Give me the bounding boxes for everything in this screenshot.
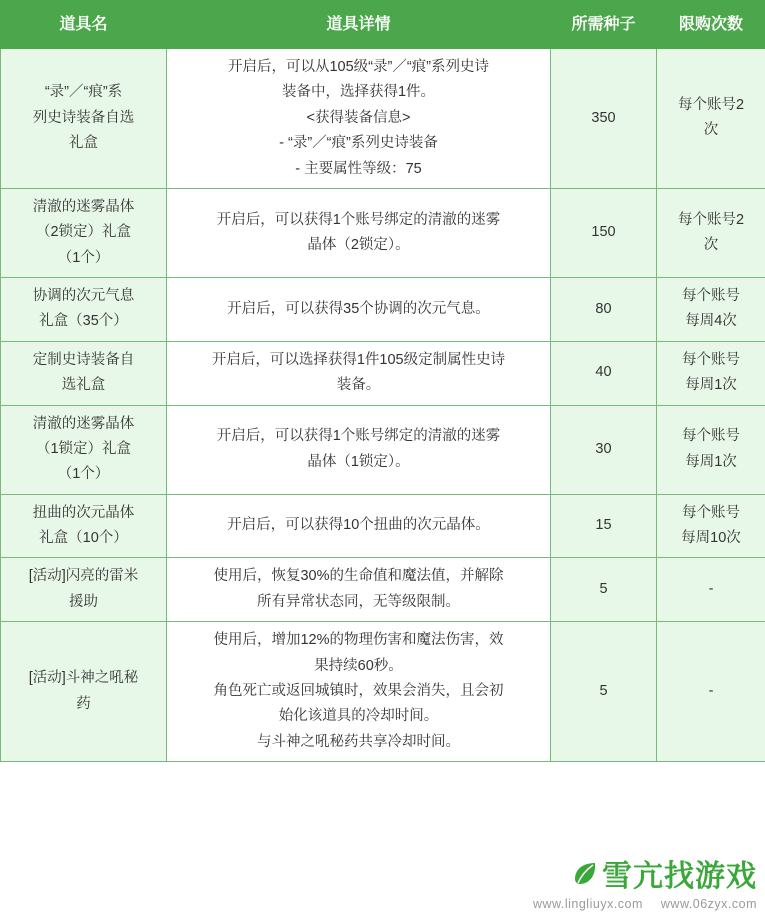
purchase-limit-line: 每个账号2	[677, 211, 745, 228]
cell-item-name	[1, 558, 167, 622]
cell-item-detail	[167, 622, 551, 762]
cell-seed-cost: 350	[551, 49, 657, 189]
purchase-limit-line: 每周4次	[685, 313, 737, 330]
cell-item-detail	[167, 188, 551, 277]
cell-seed-cost: 5	[551, 558, 657, 622]
item-name-line: 清澈的迷雾晶体	[32, 198, 135, 215]
table-row	[1, 188, 765, 277]
table-row	[1, 49, 765, 189]
cell-seed-cost: 40	[551, 341, 657, 405]
column-header-purchase-limit: 限购次数	[657, 1, 765, 49]
cell-seed-cost: 80	[551, 278, 657, 342]
watermark-sites	[519, 897, 757, 911]
cell-item-name	[1, 49, 167, 189]
item-detail-line: 装备。	[336, 377, 381, 394]
cell-item-detail	[167, 278, 551, 342]
item-detail-line: 晶体（1锁定）。	[307, 453, 410, 470]
item-detail-line: 开启后，可以获得1个账号绑定的清澈的迷雾	[216, 211, 501, 228]
purchase-limit-line: 每周1次	[685, 453, 737, 470]
cell-item-name	[1, 622, 167, 762]
purchase-limit-line: 每周10次	[681, 530, 741, 546]
cell-purchase-limit	[657, 188, 765, 277]
cell-purchase-limit	[657, 622, 765, 762]
item-name-line: 列史诗装备自选	[32, 109, 135, 126]
item-detail-line: 使用后，增加12%的物理伤害和魔法伤害，效	[213, 632, 504, 649]
column-header-item-detail: 道具详情	[167, 1, 551, 49]
item-name-line: [活动]斗神之吼秘	[28, 670, 139, 687]
purchase-limit-line: 每个账号	[682, 428, 740, 445]
cell-item-name	[1, 278, 167, 342]
item-detail-line: 开启后，可以从105级“录”／“痕”系列史诗	[227, 59, 489, 75]
item-detail-line: <获得装备信息>	[306, 109, 411, 126]
item-detail-line: - “录”／“痕”系列史诗装备	[279, 135, 438, 152]
item-detail-line: 开启后，可以获得35个协调的次元气息。	[227, 300, 490, 317]
cell-seed-cost: 30	[551, 405, 657, 494]
item-detail-line: 晶体（2锁定）。	[307, 236, 410, 253]
item-name-line: 选礼盒	[61, 377, 106, 394]
purchase-limit-line: 每周1次	[685, 377, 737, 394]
item-name-line: 药	[76, 695, 91, 712]
cell-item-detail	[167, 405, 551, 494]
cell-seed-cost: 150	[551, 188, 657, 277]
table-row	[1, 558, 765, 622]
table-row	[1, 405, 765, 494]
cell-purchase-limit	[657, 341, 765, 405]
watermark-text: 雪亢找游戏	[602, 860, 757, 893]
item-name-line: 定制史诗装备自	[32, 351, 135, 368]
cell-purchase-limit	[657, 278, 765, 342]
purchase-limit-line: 每个账号	[682, 504, 740, 521]
column-header-seed-cost: 所需种子	[551, 1, 657, 49]
cell-seed-cost: 15	[551, 494, 657, 558]
purchase-limit-line: -	[708, 682, 714, 699]
item-detail-line: 开启后，可以获得10个扭曲的次元晶体。	[227, 517, 490, 534]
table-header	[1, 1, 765, 49]
item-detail-line: 装备中，选择获得1件。	[281, 84, 436, 101]
purchase-limit-line: 每个账号2	[677, 97, 745, 114]
table-row	[1, 622, 765, 762]
column-header-item-name: 道具名	[1, 1, 167, 49]
item-detail-line: 所有异常状态同，无等级限制。	[257, 593, 460, 610]
watermark-site-1: www.lingliuyx.com	[532, 897, 643, 911]
item-name-line: 援助	[69, 593, 98, 610]
leaf-icon	[572, 860, 598, 886]
item-name-line: [活动]闪亮的雷米	[28, 568, 139, 585]
purchase-limit-line: 次	[703, 236, 719, 253]
table-row	[1, 494, 765, 558]
cell-purchase-limit	[657, 558, 765, 622]
item-detail-line: 角色死亡或返回城镇时，效果会消失，且会初	[213, 682, 504, 699]
item-detail-line: 开启后，可以选择获得1件105级定制属性史诗	[211, 351, 506, 368]
table-body	[1, 49, 765, 762]
item-name-line: 礼盒（10个）	[39, 530, 128, 546]
cell-seed-cost: 5	[551, 622, 657, 762]
item-name-line: 协调的次元气息	[32, 288, 135, 304]
table-header-row	[1, 1, 765, 49]
purchase-limit-line: -	[708, 581, 714, 598]
cell-item-name	[1, 341, 167, 405]
item-name-line: （1个）	[57, 466, 110, 483]
watermark-brand	[519, 851, 757, 895]
cell-item-detail	[167, 341, 551, 405]
cell-item-name	[1, 188, 167, 277]
purchase-limit-line: 次	[703, 122, 719, 139]
item-name-line: 清澈的迷雾晶体	[32, 415, 135, 432]
item-detail-line: 始化该道具的冷却时间。	[278, 708, 439, 725]
item-name-line: 礼盒	[69, 135, 98, 152]
item-name-line: （1个）	[57, 249, 110, 266]
cell-purchase-limit	[657, 494, 765, 558]
watermark-site-2: www.06zyx.com	[660, 897, 757, 911]
item-name-line: 扭曲的次元晶体	[32, 504, 135, 521]
item-detail-line: - 主要属性等级：75	[295, 160, 422, 177]
item-detail-line: 开启后，可以获得1个账号绑定的清澈的迷雾	[216, 428, 501, 445]
item-name-line: 礼盒（35个）	[39, 313, 128, 330]
cell-item-detail	[167, 558, 551, 622]
item-name-line: （2锁定）礼盒	[35, 224, 132, 241]
table-row	[1, 278, 765, 342]
item-name-line: “录”／“痕”系	[44, 84, 123, 101]
purchase-limit-line: 每个账号	[682, 351, 740, 368]
cell-item-detail	[167, 494, 551, 558]
cell-item-name	[1, 494, 167, 558]
item-detail-line: 使用后，恢复30%的生命值和魔法值，并解除	[213, 568, 504, 585]
item-name-line: （1锁定）礼盒	[35, 440, 132, 457]
table-row	[1, 341, 765, 405]
item-detail-line: 果持续60秒。	[314, 657, 403, 674]
cell-item-name	[1, 405, 167, 494]
item-detail-line: 与斗神之吼秘药共享冷却时间。	[257, 733, 460, 750]
cell-item-detail	[167, 49, 551, 189]
cell-purchase-limit	[657, 49, 765, 189]
purchase-limit-line: 每个账号	[682, 288, 740, 304]
watermark	[519, 851, 757, 911]
cell-purchase-limit	[657, 405, 765, 494]
